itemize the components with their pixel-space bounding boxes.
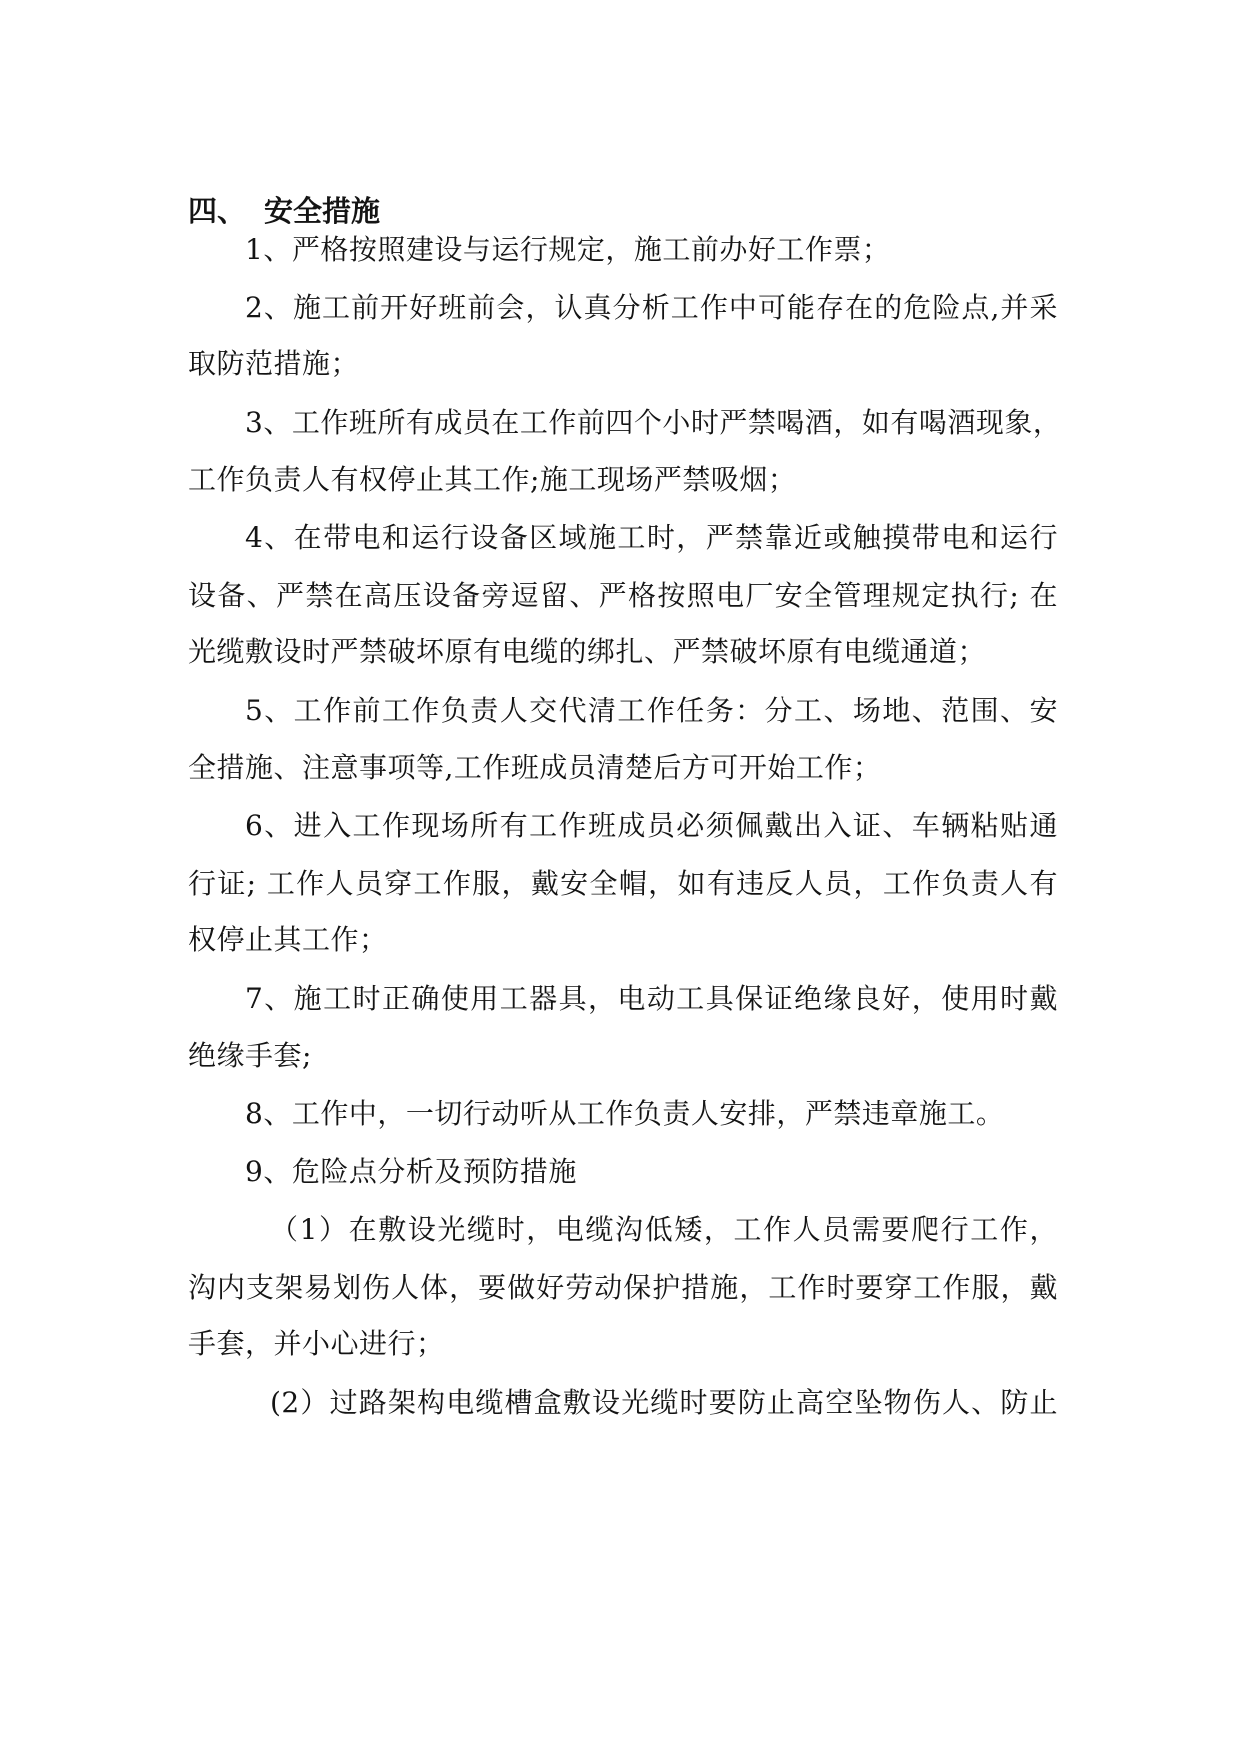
paragraph-line: 8、工作中，一切行动听从工作负责人安排，严禁违章施工。 (245, 1097, 1005, 1130)
paragraph-line: 1、严格按照建设与运行规定，施工前办好工作票； (245, 233, 891, 266)
paragraph-line: 5、工作前工作负责人交代清工作任务：分工、场地、范围、安 (245, 694, 1058, 727)
paragraph-line: 光缆敷设时严禁破坏原有电缆的绑扎、严禁破坏原有电缆通道； (188, 635, 987, 668)
paragraph-line: 权停止其工作； (188, 923, 388, 956)
paragraph-line: 设备、严禁在高压设备旁逗留、严格按照电厂安全管理规定执行; 在 (188, 579, 1058, 612)
paragraph-line: 2、施工前开好班前会，认真分析工作中可能存在的危险点,并采 (245, 291, 1058, 324)
section-heading (188, 190, 380, 232)
paragraph-line: 工作负责人有权停止其工作;施工现场严禁吸烟； (188, 463, 797, 496)
paragraph-line: 绝缘手套; (188, 1039, 312, 1072)
paragraph-line: (2）过路架构电缆槽盒敷设光缆时要防止高空坠物伤人、防止 (270, 1386, 1058, 1419)
paragraph-line: 手套，并小心进行； (188, 1327, 445, 1360)
paragraph-line: 沟内支架易划伤人体，要做好劳动保护措施，工作时要穿工作服，戴 (188, 1271, 1058, 1304)
paragraph-line: 6、进入工作现场所有工作班成员必须佩戴出入证、车辆粘贴通 (245, 809, 1058, 842)
section-number: 四、 (188, 194, 247, 228)
paragraph-line: 全措施、注意事项等,工作班成员清楚后方可开始工作； (188, 751, 882, 784)
paragraph-line: （1）在敷设光缆时，电缆沟低矮，工作人员需要爬行工作， (270, 1213, 1058, 1246)
paragraph-line: 7、施工时正确使用工器具，电动工具保证绝缘良好，使用时戴 (245, 982, 1058, 1015)
paragraph-line: 9、危险点分析及预防措施 (245, 1155, 577, 1188)
paragraph-line: 行证; 工作人员穿工作服，戴安全帽，如有违反人员，工作负责人有 (188, 867, 1058, 900)
paragraph-line: 4、在带电和运行设备区域施工时，严禁靠近或触摸带电和运行 (245, 521, 1058, 554)
paragraph-line: 3、工作班所有成员在工作前四个小时严禁喝酒，如有喝酒现象， (245, 406, 1062, 439)
paragraph-line: 取防范措施； (188, 347, 360, 380)
section-title: 安全措施 (264, 194, 381, 228)
